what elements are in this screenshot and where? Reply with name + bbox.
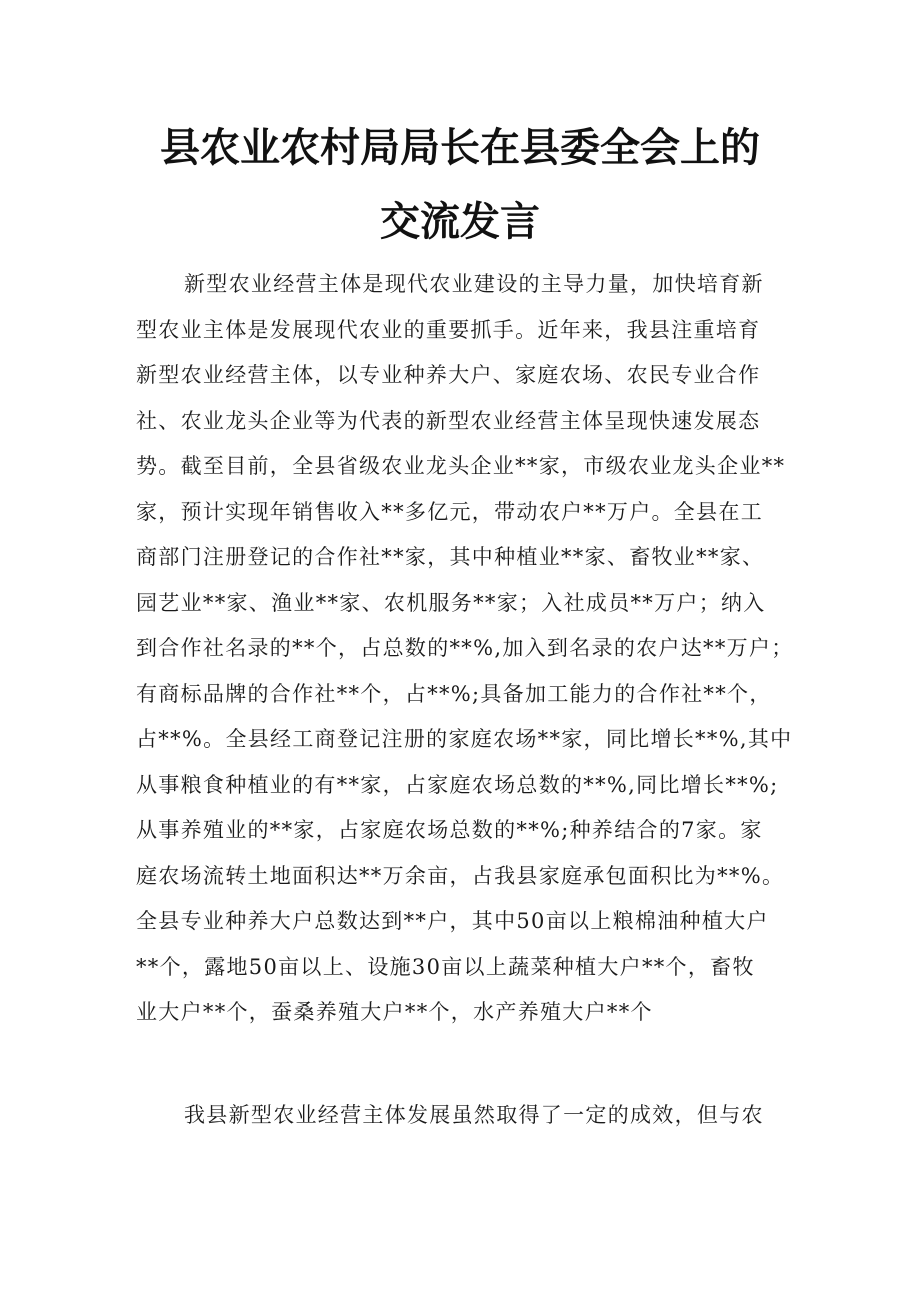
paragraph-line: 势。截至目前，全县省级农业龙头企业**家，市级农业龙头企业** bbox=[136, 454, 786, 478]
paragraph-line: 有商标品牌的合作社**个，占**%;具备加工能力的合作社**个， bbox=[136, 681, 772, 706]
paragraph-line: 从事粮食种植业的有**家，占家庭农场总数的**%,同比增长**%; bbox=[136, 772, 779, 797]
document-title-line-2: 交流发言 bbox=[380, 199, 540, 245]
paragraph-line: 新型农业经营主体，以专业种养大户、家庭农场、农民专业合作 bbox=[136, 363, 761, 387]
paragraph-line: 型农业主体是发展现代农业的重要抓手。近年来，我县注重培育 bbox=[136, 317, 761, 342]
paragraph-line: 从事养殖业的**家，占家庭农场总数的**%;种养结合的7家。家 bbox=[136, 818, 763, 842]
paragraph-line: 商部门注册登记的合作社**家，其中种植业**家、畜牧业**家、 bbox=[136, 545, 765, 569]
document-title-line-1: 县农业农村局局长在县委全会上的 bbox=[160, 125, 760, 171]
paragraph-line: 到合作社名录的**个，占总数的**%,加入到名录的农户达**万户； bbox=[136, 636, 794, 660]
paragraph-line: 园艺业**家、渔业**家、农机服务**家；入社成员**万户；纳入 bbox=[136, 590, 766, 615]
paragraph-line: 社、农业龙头企业等为代表的新型农业经营主体呈现快速发展态 bbox=[136, 408, 761, 433]
paragraph-line: 全县专业种养大户总数达到**户，其中50亩以上粮棉油种植大户 bbox=[136, 909, 769, 933]
paragraph-line: 业大户**个，蚕桑养殖大户**个，水产养殖大户**个 bbox=[136, 1000, 653, 1024]
paragraph-1 bbox=[136, 262, 796, 1036]
paragraph-line: 我县新型农业经营主体发展虽然取得了一定的成效，但与农 bbox=[184, 1103, 764, 1127]
paragraph-line: 家，预计实现年销售收入**多亿元，带动农户**万户。全县在工 bbox=[136, 499, 763, 524]
paragraph-line: 新型农业经营主体是现代农业建设的主导力量，加快培育新 bbox=[184, 272, 764, 296]
paragraph-2 bbox=[136, 1093, 796, 1139]
paragraph-line: 占**%。全县经工商登记注册的家庭农场**家，同比增长**%,其中 bbox=[136, 727, 793, 751]
paragraph-line: **个，露地50亩以上、设施30亩以上蔬菜种植大户**个，畜牧 bbox=[136, 954, 755, 979]
paragraph-line: 庭农场流转土地面积达**万余亩，占我县家庭承包面积比为**%。 bbox=[136, 863, 785, 888]
